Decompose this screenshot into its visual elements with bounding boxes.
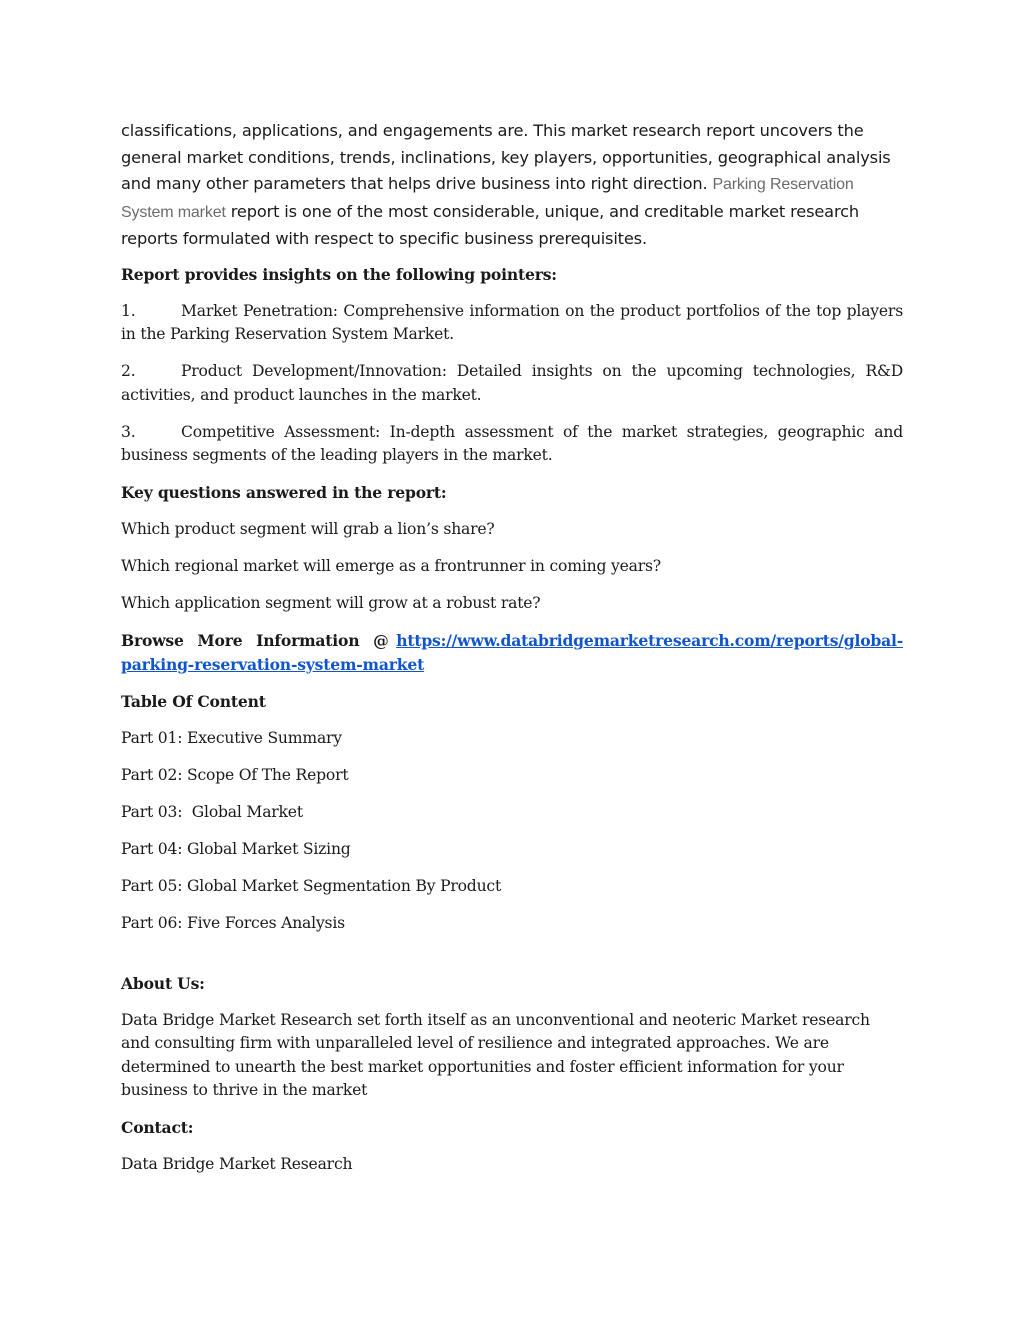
question-item: Which application segment will grow at a robust rate? bbox=[121, 594, 541, 613]
intro-market-link[interactable]: Parking Reservation System market bbox=[121, 176, 854, 221]
toc-item: Part 05: Global Market Segmentation By Product bbox=[121, 876, 502, 895]
intro-text-after: report is one of the most considerable, unique, and creditable market research reports formulated with respect to specific business prerequisites. bbox=[121, 201, 859, 249]
insight-text: Competitive Assessment: In-depth assessment of the market strategies, geographic and business segments of the leading players in the market. bbox=[121, 422, 903, 465]
toc-heading: Table Of Content bbox=[121, 691, 266, 711]
insight-number: 2. bbox=[121, 362, 136, 381]
intro-paragraph bbox=[121, 118, 903, 253]
contact-heading: Contact: bbox=[121, 1118, 194, 1138]
browse-label: Browse More Information @ bbox=[121, 631, 389, 651]
question-item: Which regional market will emerge as a frontrunner in coming years? bbox=[121, 557, 661, 576]
insight-item bbox=[121, 421, 903, 468]
browse-more-line bbox=[121, 629, 903, 676]
toc-item: Part 04: Global Market Sizing bbox=[121, 839, 351, 858]
insights-heading: Report provides insights on the following pointers: bbox=[121, 264, 557, 284]
insight-item bbox=[121, 300, 903, 347]
about-paragraph: Data Bridge Market Research set forth itself as an unconventional and neoteric Market research and consulting firm with unparalleled level of resilience and integrated approaches. We are determined to unearth the best market opportunities and foster efficient information for your business to thrive in the market bbox=[121, 1010, 870, 1100]
toc-item: Part 01: Executive Summary bbox=[121, 728, 342, 747]
section-spacer bbox=[121, 949, 903, 972]
contact-name: Data Bridge Market Research bbox=[121, 1155, 353, 1174]
insight-item bbox=[121, 360, 903, 407]
about-heading: About Us: bbox=[121, 973, 205, 993]
toc-item: Part 03: Global Market bbox=[121, 802, 303, 821]
intro-text-before: classifications, applications, and engagements are. This market research report uncovers the general market conditions, trends, inclinations, key players, opportunities, geographical analysis and many other parameters that helps drive business into right direction. bbox=[121, 121, 891, 194]
insight-text: Market Penetration: Comprehensive information on the product portfolios of the top players in the Parking Reservation System Market. bbox=[121, 301, 903, 344]
report-url-link[interactable]: https://www.databridgemarketresearch.com/reports/global-parking-reservation-system-market bbox=[121, 631, 903, 674]
question-item: Which product segment will grab a lion’s share? bbox=[121, 520, 495, 539]
document-page bbox=[121, 118, 903, 1190]
toc-item: Part 06: Five Forces Analysis bbox=[121, 913, 345, 932]
questions-heading: Key questions answered in the report: bbox=[121, 483, 447, 503]
insight-number: 3. bbox=[121, 422, 136, 441]
insight-text: Product Development/Innovation: Detailed insights on the upcoming technologies, R&D activities, and product launches in the market. bbox=[121, 362, 903, 404]
toc-item: Part 02: Scope Of The Report bbox=[121, 765, 349, 784]
insight-number: 1. bbox=[121, 301, 136, 320]
